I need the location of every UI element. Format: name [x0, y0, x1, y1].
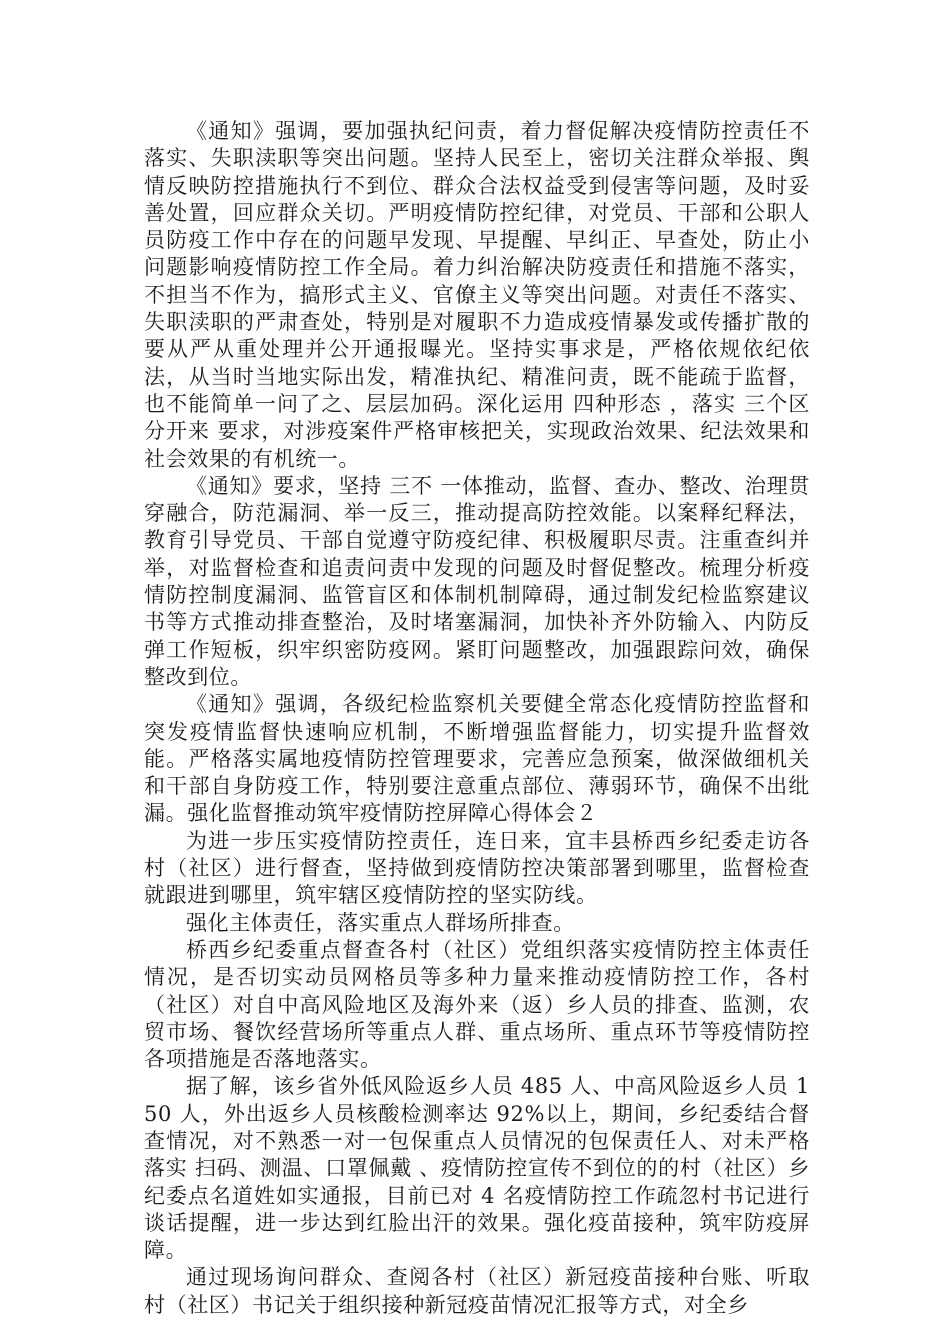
paragraph-6: 桥西乡纪委重点督查各村（社区）党组织落实疫情防控主体责任情况，是否切实动员网格员等多种力量来推动疫情防控工作，各村（社区）对自中高风险地区及海外来（返）乡人员的排查、监测，农贸市场、餐饮经营场所等重点人群、重点场所、重点环节等疫情防控各项措施是否落地落实。: [144, 937, 810, 1072]
paragraph-1: 《通知》强调，要加强执纪问责，着力督促解决疫情防控责任不落实、失职渎职等突出问题。坚持人民至上，密切关注群众举报、舆情反映防控措施执行不到位、群众合法权益受到侵害等问题，及时妥善处置，回应群众关切。严明疫情防控纪律，对党员、干部和公职人员防疫工作中存在的问题早发现、早提醒、早纠正、早查处，防止小问题影响疫情防控工作全局。着力纠治解决防疫责任和措施不落实，不担当不作为，搞形式主义、官僚主义等突出问题。对责任不落实、失职渎职的严肃查处，特别是对履职不力造成疫情暴发或传播扩散的要从严从重处理并公开通报曝光。坚持实事求是，严格依规依纪依法，从当时当地实际出发，精准执纪、精准问责，既不能疏于监督，也不能简单一问了之、层层加码。深化运用 四种形态 ，落实 三个区分开来 要求，对涉疫案件严格审核把关，实现政治效果、纪法效果和社会效果的有机统一。: [144, 119, 810, 471]
paragraph-2: 《通知》要求，坚持 三不 一体推动，监督、查办、整改、治理贯穿融合，防范漏洞、举一反三，推动提高防控效能。以案释纪释法，教育引导党员、干部自觉遵守防疫纪律、积极履职尽责。注重查纠并举，对监督检查和追责问责中发现的问题及时督促整改。梳理分析疫情防控制度漏洞、监管盲区和体制机制障碍，通过制发纪检监察建议书等方式推动排查整治，及时堵塞漏洞，加快补齐外防输入、内防反弹工作短板，织牢织密防疫网。紧盯问题整改，加强跟踪问效，确保整改到位。: [144, 473, 810, 689]
paragraph-5: 强化主体责任，落实重点人群场所排查。: [186, 910, 575, 935]
paragraph-4: 为进一步压实疫情防控责任，连日来，宜丰县桥西乡纪委走访各村（社区）进行督查，坚持做到疫情防控决策部署到哪里，监督检查就跟进到哪里，筑牢辖区疫情防控的坚实防线。: [144, 828, 810, 908]
document-body: [144, 118, 810, 1319]
paragraph-7: 据了解，该乡省外低风险返乡人员 485 人、中高风险返乡人员 150 人，外出返乡人员核酸检测率达 92%以上，期间，乡纪委结合督查情况，对不熟悉一对一包保重点人员情况的包保责任人、对未严格落实 扫码、测温、口罩佩戴 、疫情防控宣传不到位的的村（社区）乡纪委点名道姓如实通报，目前已对 4 名疫情防控工作疏忽村书记进行谈话提醒，进一步达到红脸出汗的效果。强化疫苗接种，筑牢防疫屏障。: [144, 1074, 810, 1263]
paragraph-3: 《通知》强调，各级纪检监察机关要健全常态化疫情防控监督和突发疫情监督快速响应机制，不断增强监督能力，切实提升监督效能。严格落实属地疫情防控管理要求，完善应急预案，做深做细机关和干部自身防疫工作，特别要注意重点部位、薄弱环节，确保不出纰漏。强化监督推动筑牢疫情防控屏障心得体会２: [144, 692, 810, 826]
paragraph-8: 通过现场询问群众、查阅各村（社区）新冠疫苗接种台账、听取村（社区）书记关于组织接种新冠疫苗情况汇报等方式，对全乡: [144, 1265, 810, 1317]
